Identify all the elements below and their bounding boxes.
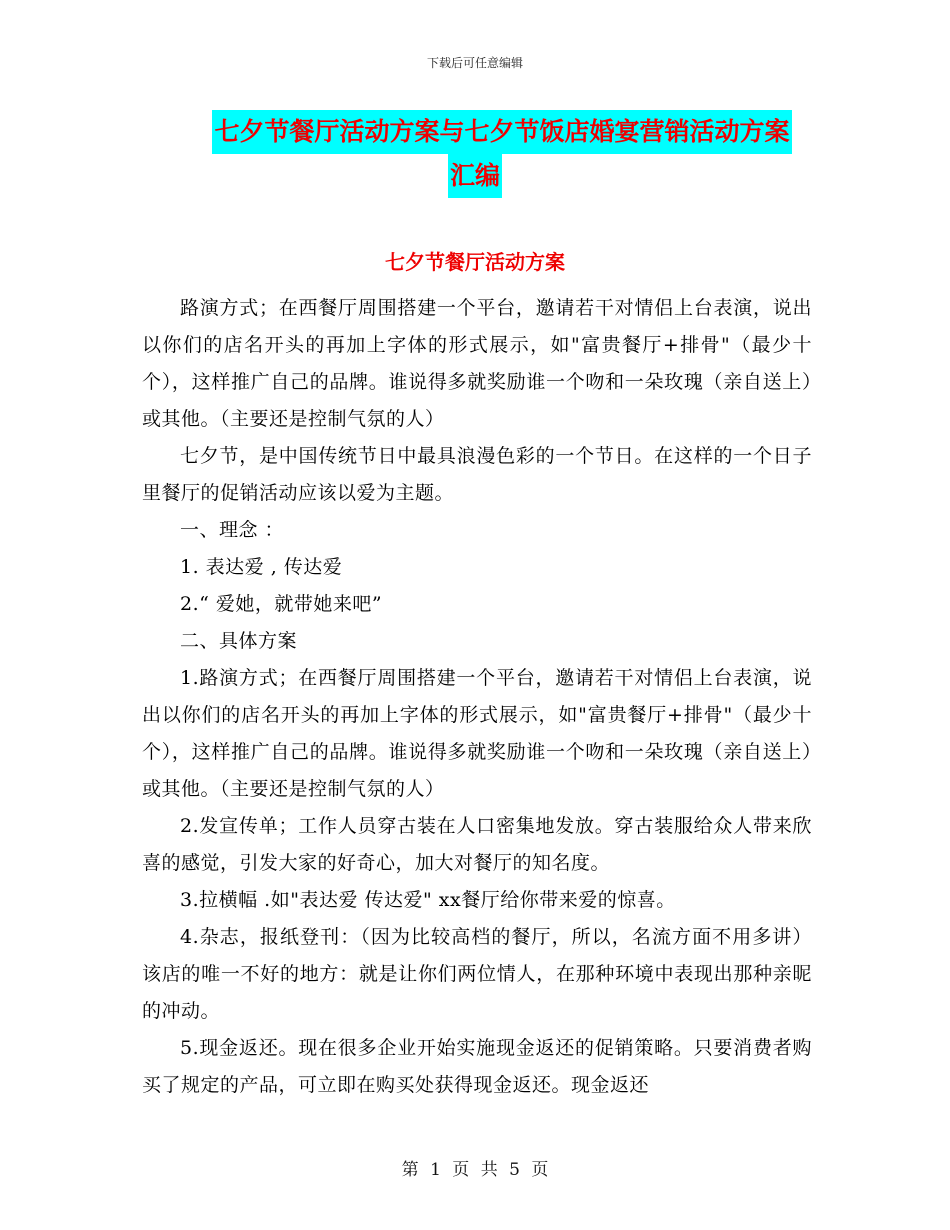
paragraph: 2.“ 爱她，就带她来吧” (180, 593, 383, 615)
document-title (140, 110, 810, 198)
paragraph: 1. 表达爱 , 传达爱 (180, 556, 343, 578)
section-title: 七夕节餐厅活动方案 (385, 250, 565, 274)
paragraph: 二、具体方案 (180, 630, 298, 652)
paragraph: 2.发宣传单；工作人员穿古装在人口密集地发放。穿古装服给众人带来欣喜的感觉，引发大家的好奇心，加大对餐厅的知名度。 (142, 815, 812, 874)
paragraph: 一、理念 ： (180, 519, 285, 541)
paragraph: 1.路演方式；在西餐厅周围搭建一个平台，邀请若干对情侣上台表演，说出以你们的店名开头的再加上字体的形式展示，如"富贵餐厅+排骨"（最少十个），这样推广自己的品牌。谁说得多就奖励谁一个吻和一朵玫瑰（亲自送上）或其他。（主要还是控制气氛的人） (142, 667, 812, 800)
title-line-1: 七夕节餐厅活动方案与七夕节饭店婚宴营销活动方案 (212, 110, 791, 154)
title-line-2: 汇编 (448, 154, 502, 198)
paragraph: 路演方式；在西餐厅周围搭建一个平台，邀请若干对情侣上台表演，说出以你们的店名开头的再加上字体的形式展示，如"富贵餐厅+排骨"（最少十个），这样推广自己的品牌。谁说得多就奖励谁一个吻和一朵玫瑰（亲自送上）或其他。（主要还是控制气氛的人） (142, 297, 812, 430)
paragraph: 3.拉横幅 .如"表达爱 传达爱" xx餐厅给你带来爱的惊喜。 (180, 889, 676, 911)
page-footer: 第 1 页 共 5 页 (401, 1160, 549, 1180)
header-note: 下载后可任意编辑 (426, 56, 523, 70)
paragraph: 4.杂志，报纸登刊：（因为比较高档的餐厅，所以，名流方面不用多讲）该店的唯一不好的地方：就是让你们两位情人，在那种环境中表现出那种亲昵的冲动。 (142, 926, 812, 1022)
paragraph: 七夕节，是中国传统节日中最具浪漫色彩的一个节日。在这样的一个日子里餐厅的促销活动应该以爱为主题。 (142, 445, 812, 504)
paragraph: 5.现金返还。现在很多企业开始实施现金返还的促销策略。只要消费者购买了规定的产品，可立即在购买处获得现金返还。现金返还 (142, 1037, 812, 1096)
document-body (142, 290, 812, 1104)
